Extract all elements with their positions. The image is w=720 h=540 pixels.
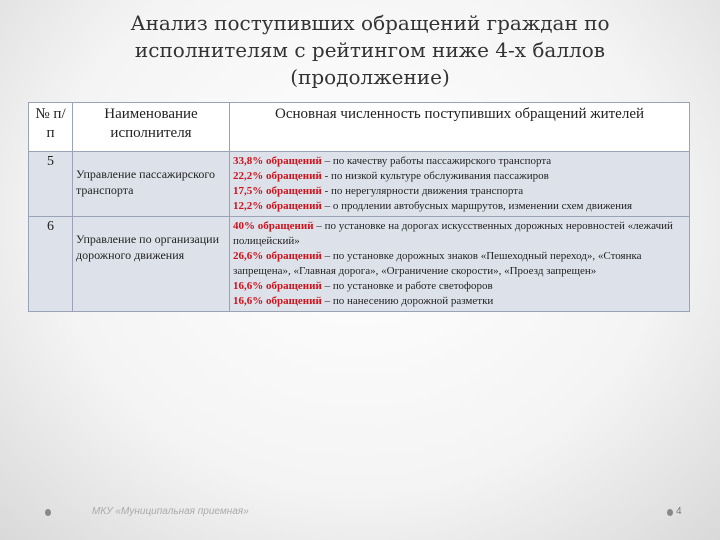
appeal-percent: 40% обращений (233, 220, 314, 232)
appeal-percent: 26,6% обращений (233, 250, 322, 262)
bullet-icon (667, 509, 673, 516)
appeal-item (233, 219, 686, 249)
appeal-text: - по низкой культуре обслуживания пассажиров (321, 170, 549, 182)
appeal-item (233, 294, 686, 309)
appeal-percent: 16,6% обращений (233, 295, 322, 307)
appeal-text: – по нанесению дорожной разметки (321, 295, 494, 307)
appeals-table (28, 102, 690, 312)
appeal-item (233, 249, 686, 279)
row-number: 5 (29, 152, 73, 217)
executor-name: Управление пассажирского транспорта (76, 167, 215, 197)
executor-name: Управление по организации дорожного движения (76, 232, 220, 262)
appeals-cell (230, 152, 690, 217)
appeal-percent: 22,2% обращений (233, 170, 322, 182)
header-num: № п/п (29, 103, 73, 152)
appeal-text: - по нерегулярности движения транспорта (321, 185, 524, 197)
slide-title: Анализ поступивших обращений граждан по исполнителям с рейтингом ниже 4-х баллов (продолжение) (130, 11, 610, 89)
appeal-percent: 16,6% обращений (233, 280, 322, 292)
header-appeals: Основная численность поступивших обращений жителей (230, 103, 690, 152)
appeal-text: – по установке дорожных знаков «Пешеходный переход», «Стоянка запрещена», «Главная дорога», «Ограничение скорости», «Проезд запрещен» (233, 250, 642, 277)
footer-text: МКУ «Муниципальная приемная» (92, 506, 249, 517)
table-header-row (29, 103, 690, 152)
table-row (29, 152, 690, 217)
appeal-text: – по установке на дорогах искусственных дорожных неровностей «лежачий полицейский» (233, 220, 673, 247)
appeal-percent: 12,2% обращений (233, 200, 322, 212)
page-number: 4 (676, 506, 682, 517)
row-number: 6 (29, 217, 73, 312)
appeals-cell (230, 217, 690, 312)
bullet-icon (45, 509, 51, 516)
appeal-percent: 17,5% обращений (233, 185, 322, 197)
appeal-text: – о продлении автобусных маршрутов, изменении схем движения (321, 200, 633, 212)
appeal-item (233, 184, 686, 199)
appeal-text: – по установке и работе светофоров (321, 280, 493, 292)
table-row (29, 217, 690, 312)
appeal-item (233, 279, 686, 294)
appeal-item (233, 169, 686, 184)
appeal-item (233, 199, 686, 214)
header-name: Наименование исполнителя (73, 103, 230, 152)
appeal-item (233, 154, 686, 169)
appeal-text: – по качеству работы пассажирского транспорта (321, 155, 552, 167)
appeal-percent: 33,8% обращений (233, 155, 322, 167)
